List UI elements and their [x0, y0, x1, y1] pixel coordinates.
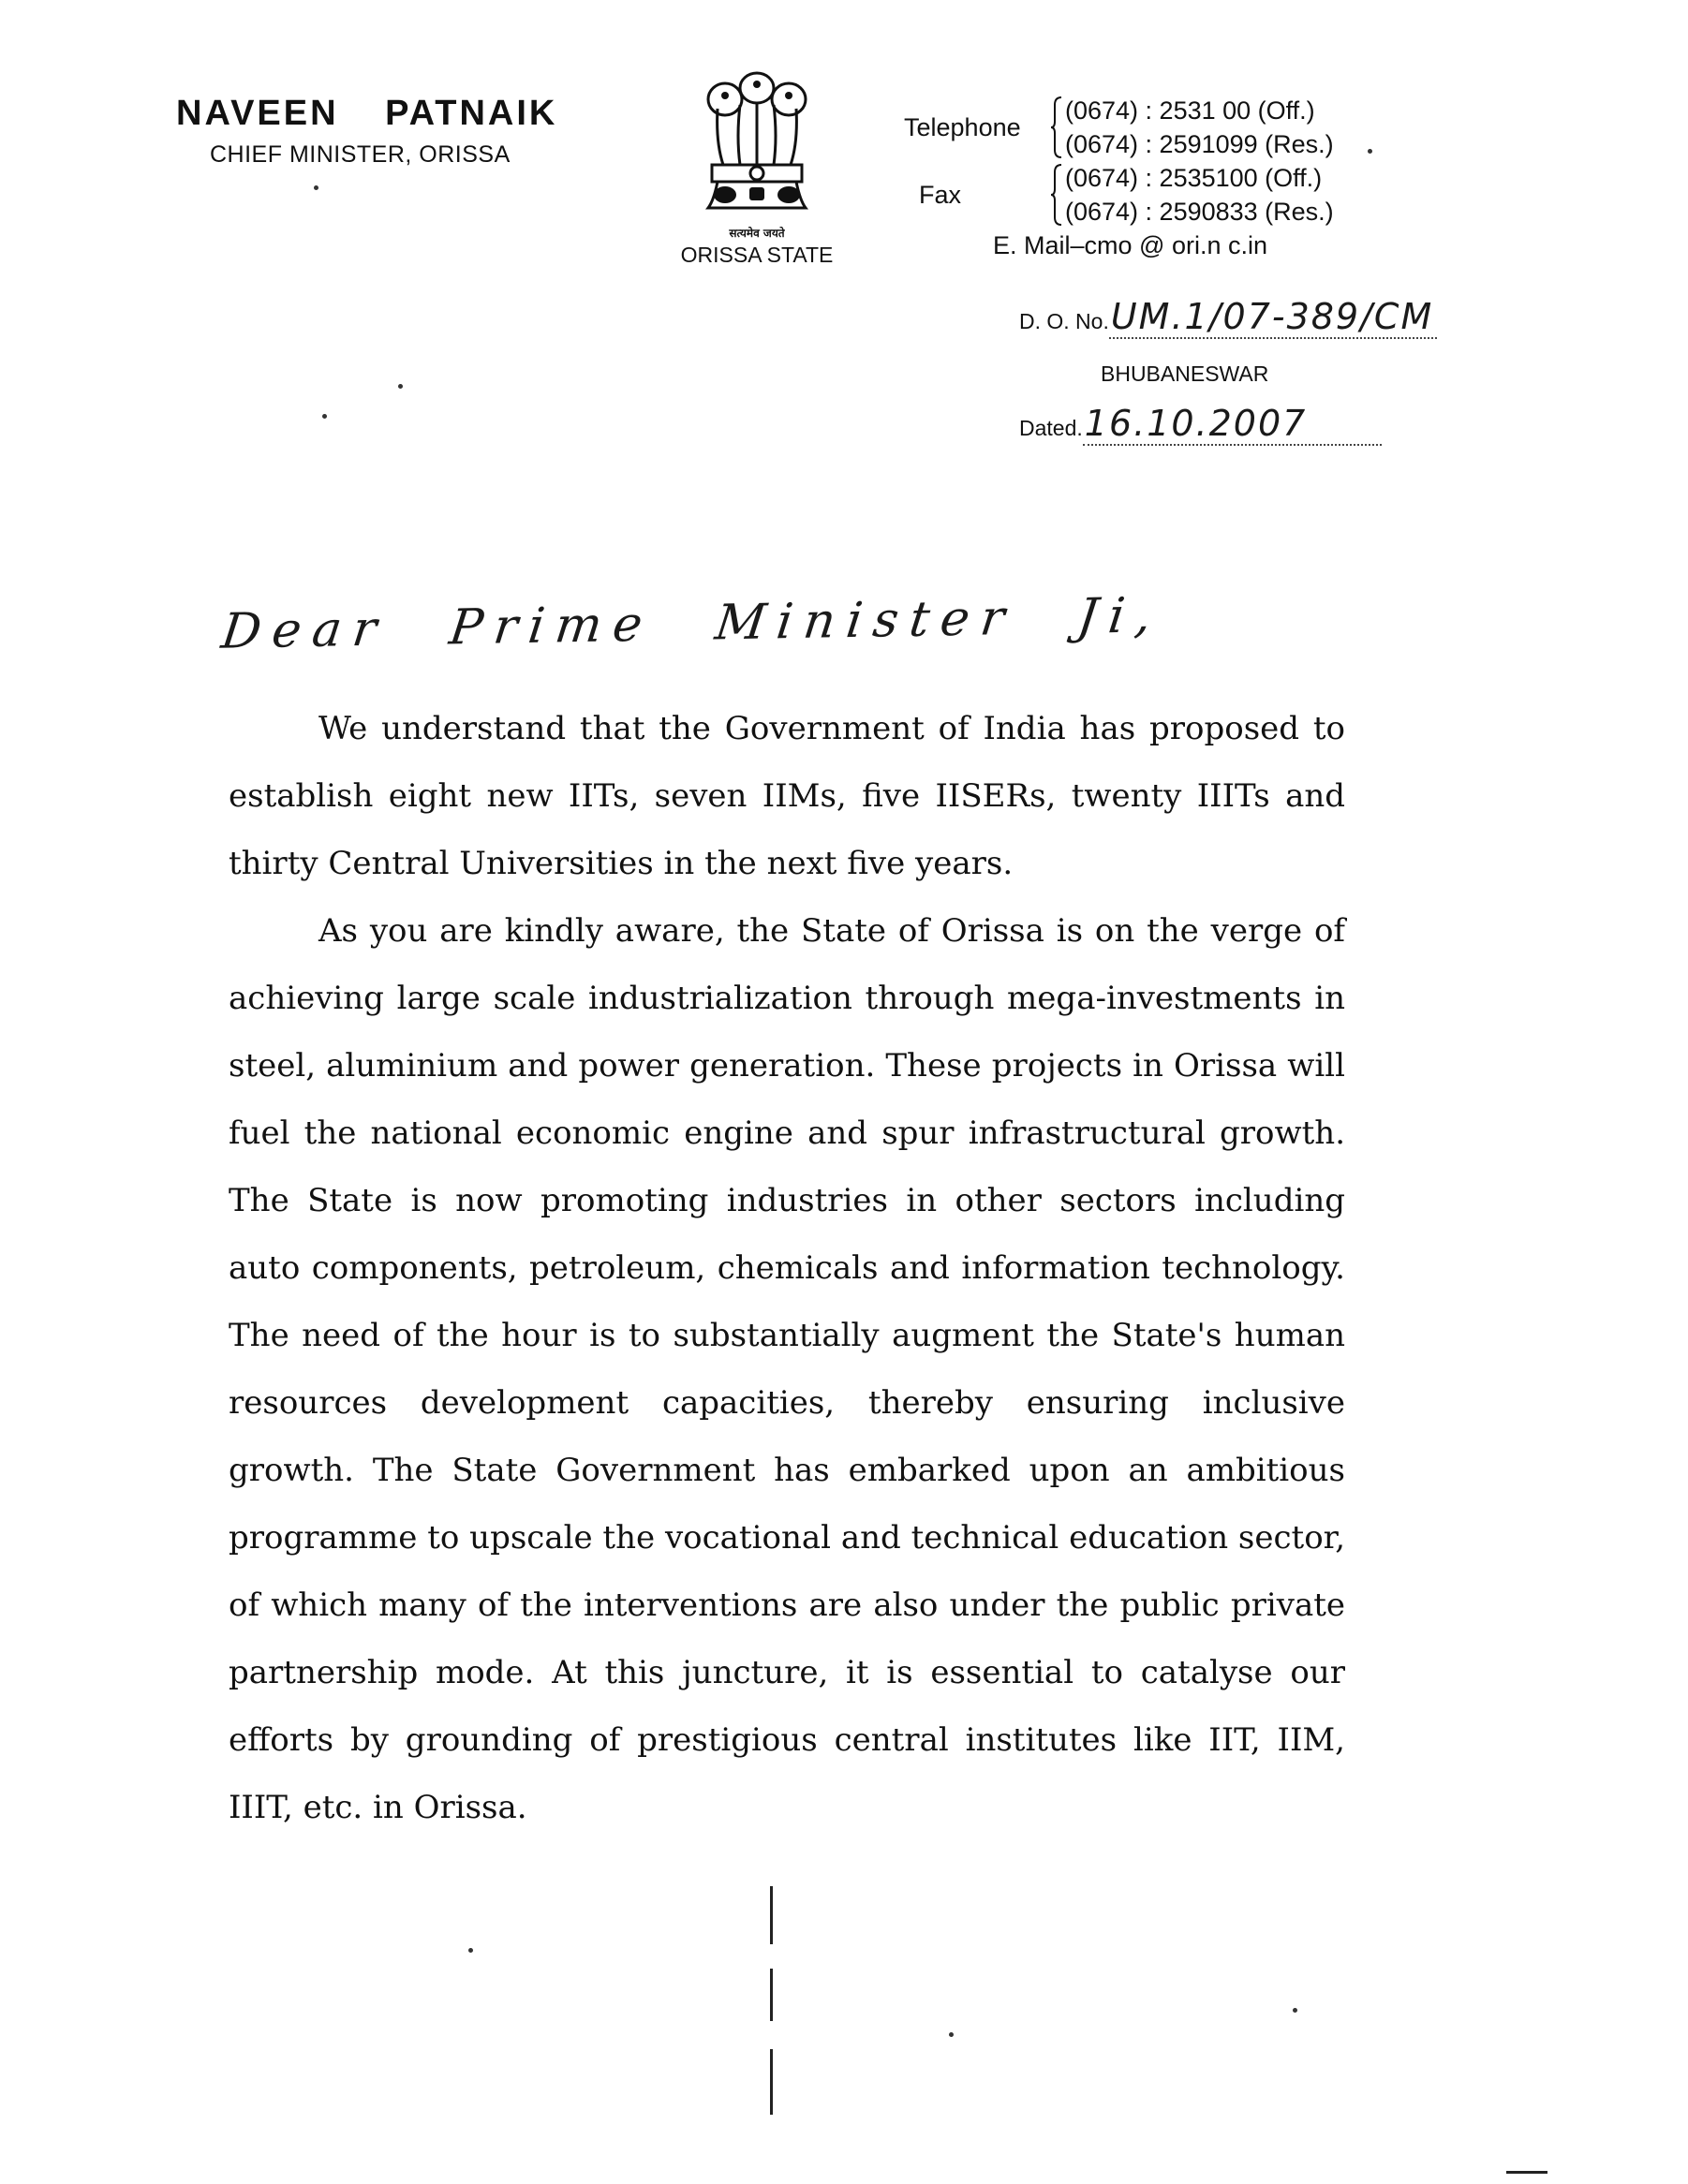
telephone-office: (0674) : 2531 00 (Off.)	[1065, 96, 1315, 125]
telephone-residence: (0674) : 2591099 (Res.)	[1065, 130, 1334, 158]
scan-mark	[1506, 2171, 1547, 2174]
scan-speck	[314, 185, 318, 190]
scan-mark	[770, 1886, 773, 1944]
sender-title: CHIEF MINISTER, ORISSA	[210, 141, 511, 168]
scan-speck	[1368, 149, 1372, 154]
brace-icon	[1050, 96, 1063, 159]
scan-speck	[949, 2032, 954, 2037]
do-reference	[1019, 296, 1437, 337]
state-emblem	[673, 67, 841, 268]
scan-speck	[1293, 2008, 1297, 2013]
salutation: Dear Prime Minister Ji,	[218, 587, 1166, 660]
scan-mark	[770, 1969, 773, 2021]
fax-group	[904, 161, 1334, 229]
emblem-motto: सत्यमेव जयते	[729, 227, 785, 240]
sender-name: NAVEEN PATNAIK	[176, 94, 558, 133]
fax-office: (0674) : 2535100 (Off.)	[1065, 164, 1323, 192]
telephone-group	[904, 94, 1334, 161]
contact-block	[904, 94, 1334, 262]
scan-mark	[770, 2049, 773, 2115]
emblem-caption: ORISSA STATE	[680, 243, 834, 267]
scan-speck	[468, 1948, 473, 1953]
dated-label: Dated.	[1019, 416, 1083, 440]
scan-speck	[322, 414, 327, 419]
do-number: UM.1/07-389/CM	[1109, 296, 1437, 339]
body-paragraph: As you are kindly aware, the State of Orissa is on the verge of achieving large scale industrialization through mega-investments in steel, aluminium and power generation. These projects in Orissa will fuel the national economic engine and spur infrastructural growth. The State is now promoting industries in other sectors including auto components, petroleum, chemicals and information technology. The need of the hour is to substantially augment the State's human resources development capacities, thereby ensuring inclusive growth. The State Government has embarked upon an ambitious programme to upscale the vocational and technical education sector, of which many of the interventions are also under the public private partnership mode. At this juncture, it is essential to catalyse our efforts by grounding of prestigious central institutes like IIT, IIM, IIIT, etc. in Orissa.	[229, 912, 1345, 1826]
date-line	[1019, 403, 1382, 444]
fax-label: Fax	[919, 181, 962, 209]
letter-body	[229, 695, 1345, 1841]
city: BHUBANESWAR	[1101, 362, 1269, 386]
body-paragraph: We understand that the Government of India has proposed to establish eight new IITs, seven IIMs, five IISERs, twenty IIITs and thirty Central Universities in the next five years.	[229, 710, 1345, 882]
telephone-label: Telephone	[904, 113, 1021, 141]
fax-residence: (0674) : 2590833 (Res.)	[1065, 198, 1334, 226]
sender-block	[176, 94, 557, 169]
scan-speck	[398, 384, 403, 389]
letter-date: 16.10.2007	[1083, 403, 1383, 446]
email-address: E. Mail–cmo @ ori.n c.in	[993, 231, 1267, 259]
brace-icon	[1050, 163, 1063, 227]
do-label: D. O. No.	[1019, 309, 1109, 333]
national-emblem-icon	[697, 67, 817, 225]
